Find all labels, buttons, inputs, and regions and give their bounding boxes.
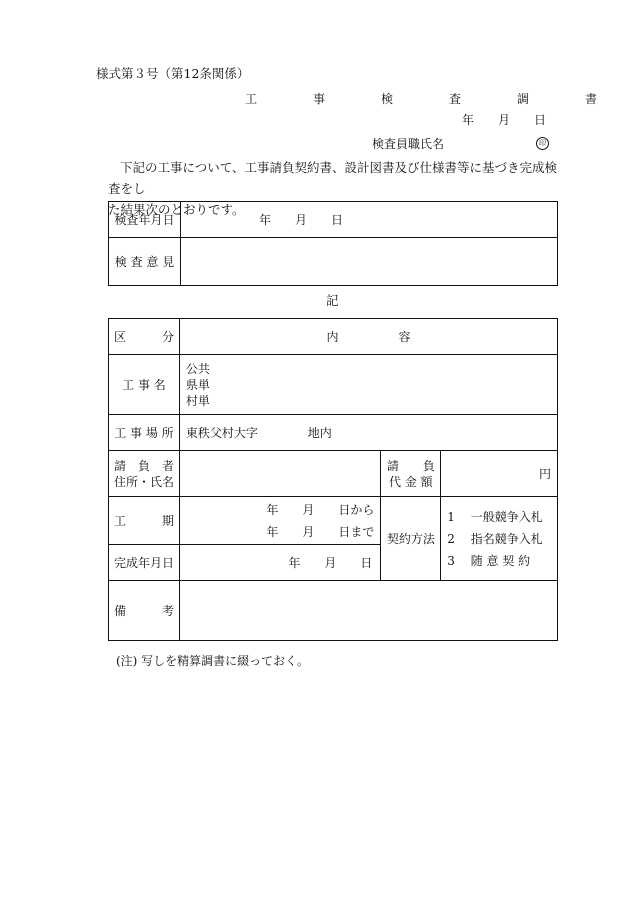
intro-line-1: 下記の工事について、工事請負契約書、設計図書及び仕様書等に基づき完成検査をし <box>108 160 558 196</box>
remarks-label: 備 考 <box>109 581 180 641</box>
inspection-opinion-label: 検 査 意 見 <box>109 238 181 286</box>
ki-heading: 記 <box>326 293 339 308</box>
site-label: 工 事 場 所 <box>109 415 180 451</box>
contractor-label: 請 負 者 住所・氏名 <box>109 451 180 497</box>
document-date: 年 月 日 <box>462 113 547 127</box>
work-name-option-prefecture: 県単 <box>185 377 210 392</box>
contract-method-label: 契約方法 <box>381 497 441 581</box>
method-option-2: 2 指名競争入札 <box>447 531 543 546</box>
site-prefix: 東秩父村大字 <box>185 426 258 440</box>
contractor-value[interactable] <box>179 451 380 497</box>
work-name-value[interactable] <box>179 355 557 415</box>
period-value[interactable] <box>179 497 380 545</box>
work-name-option-public: 公共 <box>185 361 210 376</box>
intro-line-2: た結果次のとおりです。 <box>108 202 245 217</box>
inspector-name-label: 検査員職氏名 <box>372 137 445 151</box>
inspection-opinion-value[interactable] <box>181 238 558 286</box>
inspection-date-label: 検査年月日 <box>109 202 181 238</box>
work-name-option-village: 村単 <box>185 393 210 408</box>
remarks-value[interactable] <box>179 581 557 641</box>
period-from: 年 月 日から <box>266 502 375 517</box>
completion-date-value[interactable]: 年 月 日 <box>179 545 380 581</box>
completion-date-label: 完成年月日 <box>109 545 180 581</box>
contract-amount-value[interactable] <box>441 451 558 497</box>
method-option-3: 3 随 意 契 約 <box>447 553 531 568</box>
inspection-date-value[interactable]: 年 月 日 <box>181 202 558 238</box>
period-to: 年 月 日まで <box>266 524 375 539</box>
detail-table <box>108 318 558 641</box>
content-header: 内 容 <box>179 319 557 355</box>
contract-amount-label: 請 負 代 金 額 <box>381 451 441 497</box>
contract-method-options[interactable] <box>441 497 558 581</box>
work-name-label: 工 事 名 <box>109 355 180 415</box>
category-header: 区 分 <box>109 319 180 355</box>
footnote: (注) 写しを精算調書に綴っておく。 <box>116 654 309 668</box>
site-value[interactable] <box>179 415 557 451</box>
period-label: 工 期 <box>109 497 180 545</box>
inspection-table <box>108 201 558 286</box>
yen-unit: 円 <box>538 466 551 481</box>
method-option-1: 1 一般競争入札 <box>447 509 543 524</box>
form-number-label: 様式第３号（第12条関係） <box>96 66 250 81</box>
seal-mark-icon: 印 <box>536 137 549 150</box>
site-suffix: 地内 <box>307 426 332 440</box>
document-title: 工 事 検 査 調 書 <box>245 92 620 106</box>
